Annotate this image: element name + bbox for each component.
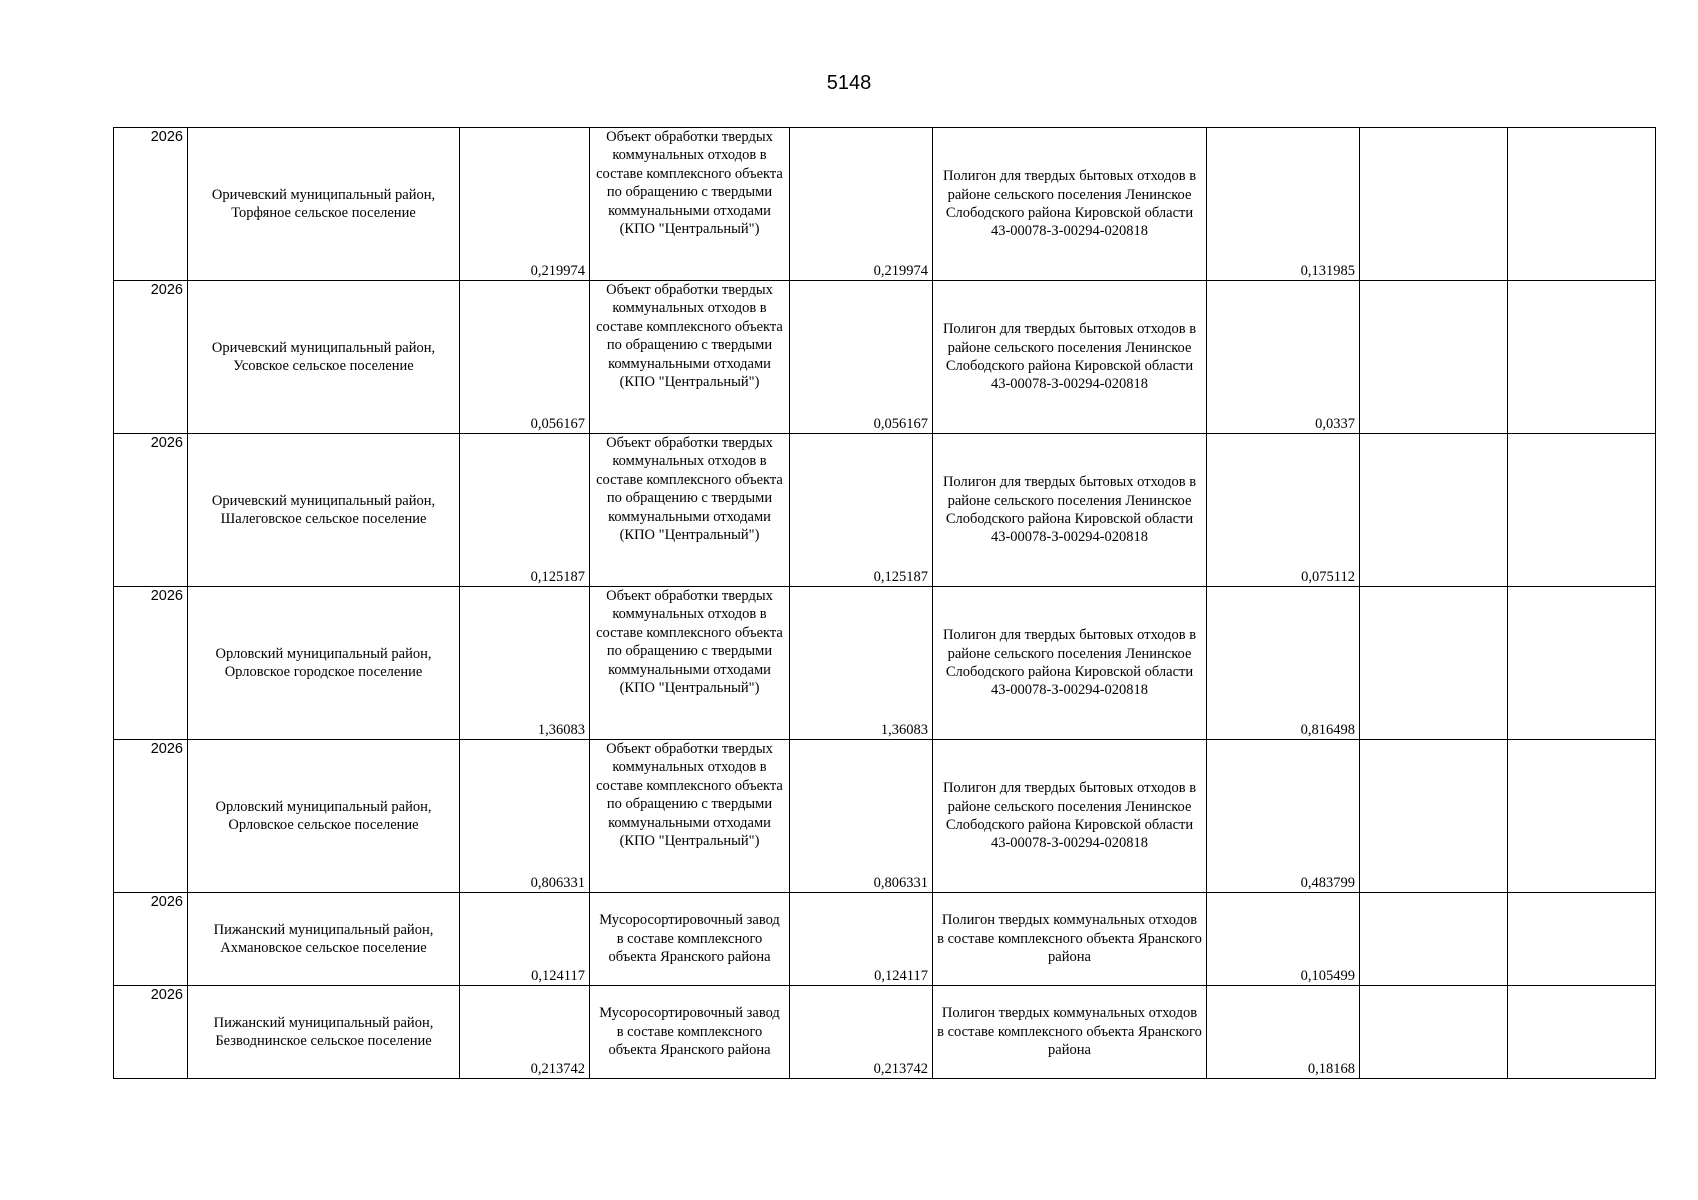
disposal-facility-cell: Полигон для твердых бытовых отходов в районе сельского поселения Ленинское Слободского района Кировской области 43-00078-З-00294-020818 — [933, 740, 1207, 893]
extra-cell-2 — [1508, 128, 1656, 281]
disposal-facility-cell: Полигон твердых коммунальных отходов в составе комплексного объекта Яранского района — [933, 893, 1207, 986]
territory-cell: Оричевский муниципальный район, Шалеговское сельское поселение — [188, 434, 460, 587]
year-cell: 2026 — [114, 281, 188, 434]
year-cell: 2026 — [114, 740, 188, 893]
processing-facility-cell: Мусоросортировочный завод в составе комплексного объекта Яранского района — [590, 893, 790, 986]
processing-volume-cell: 0,213742 — [790, 986, 933, 1079]
table-row — [114, 740, 1656, 893]
extra-cell-2 — [1508, 986, 1656, 1079]
year-cell: 2026 — [114, 587, 188, 740]
processing-volume-cell: 0,219974 — [790, 128, 933, 281]
processing-facility-cell: Объект обработки твердых коммунальных отходов в составе комплексного объекта по обращению с твердыми коммунальными отходами (КПО "Центральный") — [590, 281, 790, 434]
volume-cell: 0,125187 — [460, 434, 590, 587]
extra-cell-2 — [1508, 434, 1656, 587]
volume-cell: 1,36083 — [460, 587, 590, 740]
table-row — [114, 281, 1656, 434]
disposal-facility-cell: Полигон для твердых бытовых отходов в районе сельского поселения Ленинское Слободского района Кировской области 43-00078-З-00294-020818 — [933, 128, 1207, 281]
disposal-volume-cell: 0,483799 — [1207, 740, 1360, 893]
processing-facility-cell: Объект обработки твердых коммунальных отходов в составе комплексного объекта по обращению с твердыми коммунальными отходами (КПО "Центральный") — [590, 128, 790, 281]
waste-flow-table — [113, 127, 1656, 1079]
table-row — [114, 587, 1656, 740]
volume-cell: 0,056167 — [460, 281, 590, 434]
extra-cell-1 — [1360, 986, 1508, 1079]
extra-cell-1 — [1360, 587, 1508, 740]
table-row — [114, 986, 1656, 1079]
extra-cell-1 — [1360, 281, 1508, 434]
volume-cell: 0,806331 — [460, 740, 590, 893]
disposal-volume-cell: 0,816498 — [1207, 587, 1360, 740]
processing-volume-cell: 0,124117 — [790, 893, 933, 986]
extra-cell-2 — [1508, 587, 1656, 740]
extra-cell-2 — [1508, 740, 1656, 893]
table-row — [114, 128, 1656, 281]
extra-cell-1 — [1360, 740, 1508, 893]
territory-cell: Оричевский муниципальный район, Усовское сельское поселение — [188, 281, 460, 434]
year-cell: 2026 — [114, 893, 188, 986]
territory-cell: Оричевский муниципальный район, Торфяное сельское поселение — [188, 128, 460, 281]
volume-cell: 0,124117 — [460, 893, 590, 986]
processing-volume-cell: 0,056167 — [790, 281, 933, 434]
territory-cell: Пижанский муниципальный район, Безводнинское сельское поселение — [188, 986, 460, 1079]
disposal-facility-cell: Полигон для твердых бытовых отходов в районе сельского поселения Ленинское Слободского района Кировской области 43-00078-З-00294-020818 — [933, 434, 1207, 587]
extra-cell-2 — [1508, 281, 1656, 434]
extra-cell-1 — [1360, 128, 1508, 281]
year-cell: 2026 — [114, 434, 188, 587]
territory-cell: Орловский муниципальный район, Орловское городское поселение — [188, 587, 460, 740]
disposal-facility-cell: Полигон твердых коммунальных отходов в составе комплексного объекта Яранского района — [933, 986, 1207, 1079]
year-cell: 2026 — [114, 986, 188, 1079]
territory-cell: Орловский муниципальный район, Орловское сельское поселение — [188, 740, 460, 893]
disposal-volume-cell: 0,0337 — [1207, 281, 1360, 434]
processing-volume-cell: 0,806331 — [790, 740, 933, 893]
disposal-volume-cell: 0,075112 — [1207, 434, 1360, 587]
table-row — [114, 434, 1656, 587]
volume-cell: 0,219974 — [460, 128, 590, 281]
processing-facility-cell: Объект обработки твердых коммунальных отходов в составе комплексного объекта по обращению с твердыми коммунальными отходами (КПО "Центральный") — [590, 434, 790, 587]
processing-facility-cell: Объект обработки твердых коммунальных отходов в составе комплексного объекта по обращению с твердыми коммунальными отходами (КПО "Центральный") — [590, 740, 790, 893]
disposal-volume-cell: 0,18168 — [1207, 986, 1360, 1079]
disposal-facility-cell: Полигон для твердых бытовых отходов в районе сельского поселения Ленинское Слободского района Кировской области 43-00078-З-00294-020818 — [933, 281, 1207, 434]
disposal-volume-cell: 0,105499 — [1207, 893, 1360, 986]
processing-volume-cell: 1,36083 — [790, 587, 933, 740]
volume-cell: 0,213742 — [460, 986, 590, 1079]
page-number: 5148 — [826, 72, 872, 94]
extra-cell-1 — [1360, 893, 1508, 986]
table-row — [114, 893, 1656, 986]
extra-cell-2 — [1508, 893, 1656, 986]
processing-facility-cell: Мусоросортировочный завод в составе комплексного объекта Яранского района — [590, 986, 790, 1079]
territory-cell: Пижанский муниципальный район, Ахмановское сельское поселение — [188, 893, 460, 986]
extra-cell-1 — [1360, 434, 1508, 587]
processing-facility-cell: Объект обработки твердых коммунальных отходов в составе комплексного объекта по обращению с твердыми коммунальными отходами (КПО "Центральный") — [590, 587, 790, 740]
year-cell: 2026 — [114, 128, 188, 281]
disposal-facility-cell: Полигон для твердых бытовых отходов в районе сельского поселения Ленинское Слободского района Кировской области 43-00078-З-00294-020818 — [933, 587, 1207, 740]
processing-volume-cell: 0,125187 — [790, 434, 933, 587]
disposal-volume-cell: 0,131985 — [1207, 128, 1360, 281]
